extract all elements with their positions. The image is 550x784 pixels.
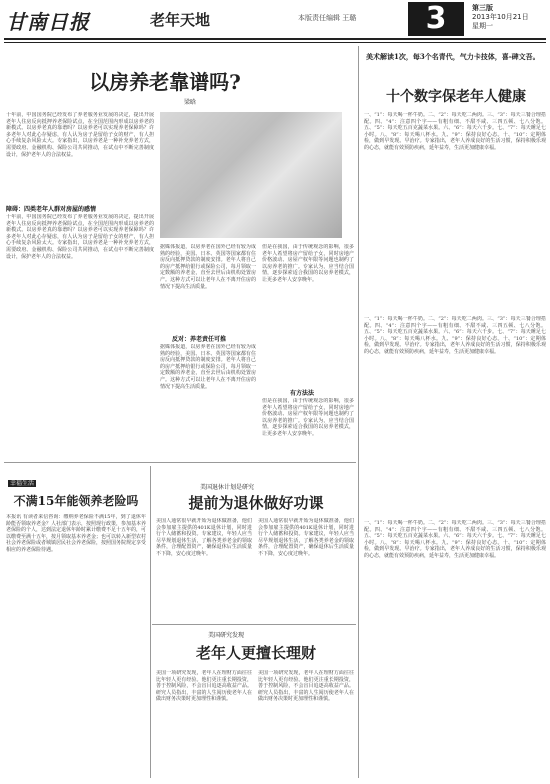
retire-body-2: 美国人通常很早就开始为退休做准备，他们会参加雇主提供的401K退休计划，同时进行个人储蓄和投资。专家建议，年轻人应当尽早规划退休生活，了解各类养老金的领取条件，合理配置资产，确保退休后生活质量不下降，安心度过晚年。 bbox=[258, 518, 354, 557]
retire-headline: 提前为退休做好功课 bbox=[188, 494, 324, 512]
issue-date: 2013年10月21日 bbox=[472, 13, 529, 21]
pension-tag-wrap bbox=[8, 470, 36, 489]
main-body-mid: 据媒体报道，以房养老在国外已经有较为成熟的经验，美国、日本、英国等国家都有住房反向抵押贷款的制度安排。老年人将自己的房产抵押给银行或保险公司，每月领取一定数额的养老金，直至去世后由机构处置房产。这种方式可以让老年人在不离开住房的情况下提高生活质量。 bbox=[160, 244, 256, 290]
wealth-body-2: 美国一项研究发现，老年人在理财方面往往比年轻人更有经验。他们更注重长期投资，善于控制风险，不会盲目追逐高收益产品。研究人员指出，丰富的人生阅历使老年人在做出财务决策时更加理性和谨慎。 bbox=[258, 670, 354, 703]
main-photo bbox=[160, 112, 342, 238]
issue-weekday: 星期一 bbox=[472, 22, 493, 30]
wealth-headline: 老年人更擅长理财 bbox=[195, 644, 316, 662]
main-body-right: 但是在我国，由于传统观念的影响，很多老年人希望将房产留给子女，同时房地产价格波动、房屋产权年限等问题也制约了以房养老的推广。专家认为，应当结合国情，逐步探索适合我国的以房养老模式，让更多老年人安享晚年。 bbox=[262, 244, 354, 283]
newspaper-logo: 甘南日报 bbox=[6, 10, 90, 34]
retire-kicker: 美国退休计划是研究 bbox=[200, 484, 255, 491]
masthead-rule bbox=[4, 38, 546, 40]
editor-credit: 本版责任编辑 王璐 bbox=[298, 14, 357, 22]
column-divider-2 bbox=[150, 466, 151, 778]
main-subhead-2: 反对：养老责任可推 bbox=[172, 336, 227, 343]
page-number-box: 3 bbox=[408, 2, 464, 36]
publication-info bbox=[472, 4, 546, 31]
column-divider bbox=[358, 46, 359, 778]
digital-headline: 十个数字保老年人健康 bbox=[386, 89, 526, 105]
digital-quote: 美术解读1次，每3个名青代，气力卡技体，喜-碑文吾。 bbox=[366, 52, 540, 61]
pension-headline: 不满15年能领养老险吗 bbox=[13, 494, 139, 508]
main-subhead-1: 障碍：四类老年人群对房屋的感情 bbox=[6, 206, 97, 213]
wealth-body-1: 美国一项研究发现，老年人在理财方面往往比年轻人更有经验。他们更注重长期投资，善于控制风险，不会盲目追逐高收益产品。研究人员指出，丰富的人生阅历使老年人在做出财务决策时更加理性和谨慎。 bbox=[156, 670, 252, 703]
main-body-right-2: 但是在我国，由于传统观念的影响，很多老年人希望将房产留给子女，同时房地产价格波动、房屋产权年限等问题也制约了以房养老的推广。专家认为，应当结合国情，逐步探索适合我国的以房养老模式，让更多老年人安享晚年。 bbox=[262, 398, 354, 437]
pension-tag: 幸福生活 bbox=[10, 480, 35, 487]
main-byline: 梁晗 bbox=[184, 99, 197, 106]
digital-body-2: 一、“1”：每天喝一杯牛奶。二、“2”：每天吃二两肉。三、“3”：每天三餐合理搭配。四、“4”：注意四个字——有粗有细、不甜不咸、三四五顿、七八分饱。五、“5”：每天吃五百克蔬菜水果。六、“6”：每天六千步。七、“7”：每天睡足七小时。八、“8”：每天喝八杯水。九、“9”：保持良好心态。十、“10”：定期体检，做到早发现、早治疗。专家指出，老年人养成良好的生活习惯，保持积极乐观的心态，就能有效预防疾病，延年益寿，生活更加健康幸福。 bbox=[364, 316, 546, 355]
main-headline: 以房养老靠谱吗? bbox=[89, 70, 241, 94]
digital-body-3: 一、“1”：每天喝一杯牛奶。二、“2”：每天吃二两肉。三、“3”：每天三餐合理搭配。四、“4”：注意四个字——有粗有细、不甜不咸、三四五顿、七八分饱。五、“5”：每天吃五百克蔬菜水果。六、“6”：每天六千步。七、“7”：每天睡足七小时。八、“8”：每天喝八杯水。九、“9”：保持良好心态。十、“10”：定期体检，做到早发现、早治疗。专家指出，老年人养成良好的生活习惯，保持积极乐观的心态，就能有效预防疾病，延年益寿，生活更加健康幸福。 bbox=[364, 520, 546, 559]
main-body-left-2: 十年前，中国国务院已经发布了养老服务业发展的决定，提出开展老年人住房反向抵押养老保险试点，在全国范围内形成以房养老的新模式。以房养老真的靠谱吗？以房养老可以实现养老保障吗？许多老年人对此心存疑虑，有人认为房子是留给子女的财产，有人担心手续复杂风险太大。专家指出，以房养老是一种补充养老方式，需要政府、金融机构、保险公司共同推动，在试点中不断完善制度设计，保护老年人的合法权益。 bbox=[6, 214, 154, 260]
pension-body: 本报讯 有读者来信咨询：缴纳养老保险不满15年，到了退休年龄能否领取养老金？人社部门表示，按照现行政策，参加基本养老保险的个人，达到法定退休年龄时累计缴费不足十五年的，可以缴费至满十五年，按月领取基本养老金；也可以转入新型农村社会养老保险或者城镇居民社会养老保险，按照国务院规定享受相应的养老保险待遇。 bbox=[6, 514, 146, 553]
section-divider bbox=[4, 462, 356, 463]
masthead-rule-thin bbox=[4, 42, 546, 43]
main-subhead-3: 有方法法 bbox=[290, 390, 315, 397]
digital-body-1: 一、“1”：每天喝一杯牛奶。二、“2”：每天吃二两肉。三、“3”：每天三餐合理搭配。四、“4”：注意四个字——有粗有细、不甜不咸、三四五顿、七八分饱。五、“5”：每天吃五百克蔬菜水果。六、“6”：每天六千步。七、“7”：每天睡足七小时。八、“8”：每天喝八杯水。九、“9”：保持良好心态。十、“10”：定期体检，做到早发现、早治疗。专家指出，老年人养成良好的生活习惯，保持积极乐观的心态，就能有效预防疾病，延年益寿，生活更加健康幸福。 bbox=[364, 112, 546, 151]
main-body-left: 十年前，中国国务院已经发布了养老服务业发展的决定，提出开展老年人住房反向抵押养老保险试点，在全国范围内形成以房养老的新模式。以房养老真的靠谱吗？以房养老可以实现养老保障吗？许多老年人对此心存疑虑，有人认为房子是留给子女的财产，有人担心手续复杂风险太大。专家指出，以房养老是一种补充养老方式，需要政府、金融机构、保险公司共同推动，在试点中不断完善制度设计，保护老年人的合法权益。 bbox=[6, 112, 154, 158]
wealth-kicker: 美国研究发现 bbox=[208, 632, 245, 639]
section-divider-2 bbox=[152, 624, 356, 625]
main-body-mid-2: 据媒体报道，以房养老在国外已经有较为成熟的经验，美国、日本、英国等国家都有住房反向抵押贷款的制度安排。老年人将自己的房产抵押给银行或保险公司，每月领取一定数额的养老金，直至去世后由机构处置房产。这种方式可以让老年人在不离开住房的情况下提高生活质量。 bbox=[160, 344, 256, 390]
retire-body-1: 美国人通常很早就开始为退休做准备，他们会参加雇主提供的401K退休计划，同时进行个人储蓄和投资。专家建议，年轻人应当尽早规划退休生活，了解各类养老金的领取条件，合理配置资产，确保退休后生活质量不下降，安心度过晚年。 bbox=[156, 518, 252, 557]
edition-label: 第三版 bbox=[472, 4, 493, 12]
section-title: 老年天地 bbox=[150, 11, 211, 29]
